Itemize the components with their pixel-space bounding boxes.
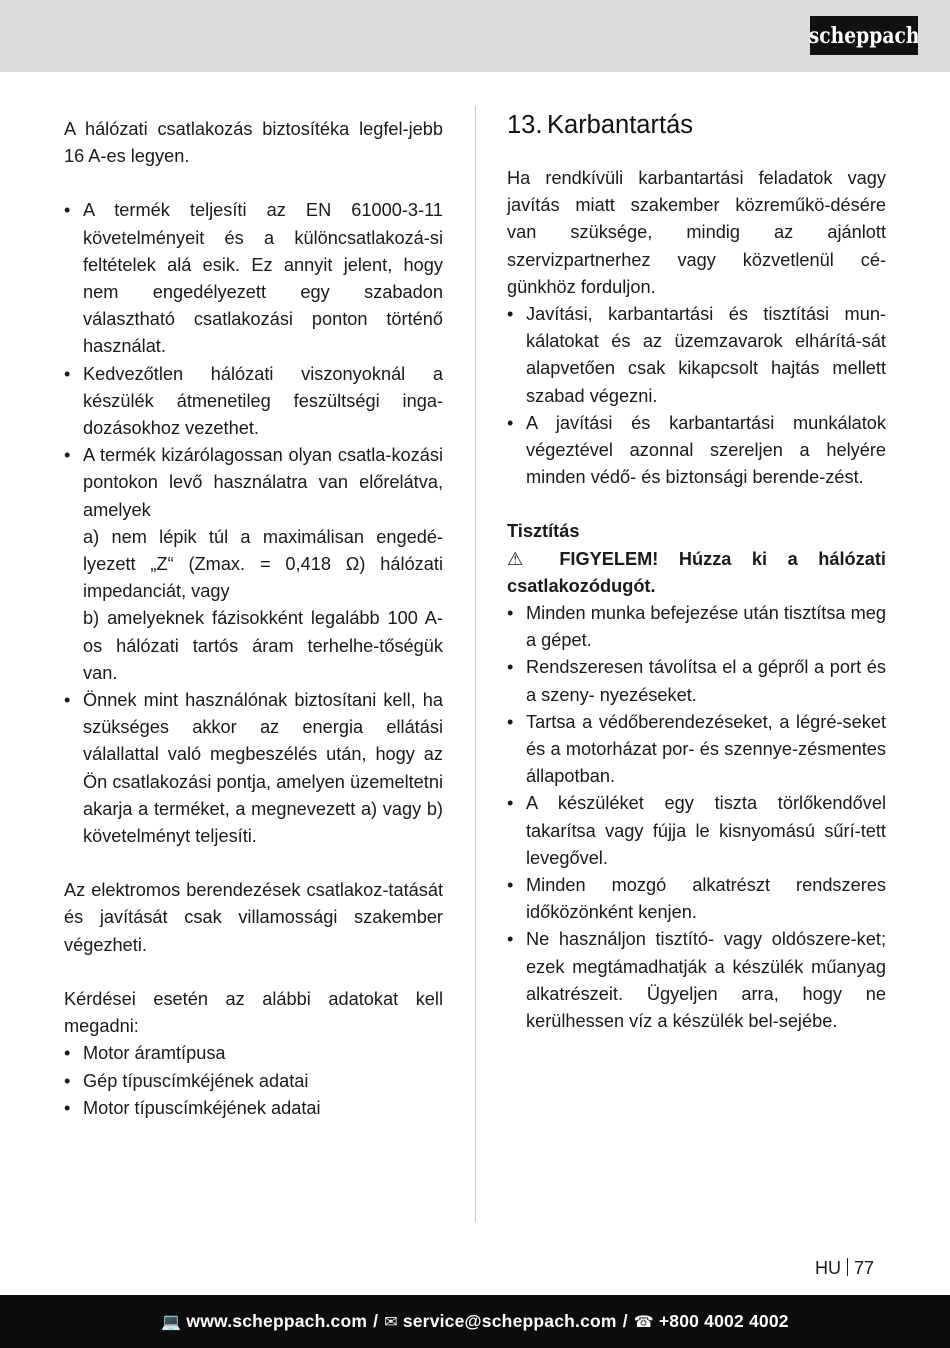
warning-text: FIGYELEM! Húzza ki a hálózati csatlakozódugót.	[507, 548, 886, 596]
section-number: 13.	[507, 111, 543, 139]
column-divider	[475, 106, 476, 1222]
list-item: • Minden mozgó alkatrészt rendszeres időközönként kenjen.	[507, 872, 886, 926]
data-list	[64, 1040, 443, 1122]
list-item: • Javítási, karbantartási és tisztítási mun-kálatokat és az üzemzavarok elhárítá-sát alapvetően csak kikapcsolt hajtás mellett szabad végezni.	[507, 301, 886, 410]
electrician-paragraph: Az elektromos berendezések csatlakoz-tatását és javítását csak villamossági szakember végezheti.	[64, 880, 443, 955]
list-item: • Motor áramtípusa	[64, 1040, 443, 1067]
questions-paragraph: Kérdései esetén az alábbi adatokat kell megadni:	[64, 988, 443, 1037]
warning-icon: ⚠	[507, 548, 539, 569]
cleaning-list	[507, 600, 886, 1035]
list-item: • Önnek mint használónak biztosítani kell, ha szükséges akkor az energia ellátási válallattal való megbeszélés után, hogy az Ön csatlakozási pontja, amelyen üzemeltetni akarja a terméket, a megnevezett a) vagy b) követelményt teljesíti.	[64, 687, 443, 850]
list-item: • Kedvezőtlen hálózati viszonyoknál a készülék átmenetileg feszültségi inga-dozásokhoz vezethet.	[64, 361, 443, 443]
maintenance-intro: Ha rendkívüli karbantartási feladatok vagy javítás miatt szakember közreműkö-désére van szüksége, mindig az ajánlott szervizpartnerhez vagy közvetlenül cé-günkhöz forduljon.	[507, 168, 886, 297]
page-number-value: 77	[854, 1258, 875, 1278]
website-link[interactable]: www.scheppach.com	[186, 1311, 368, 1331]
footer-bar	[0, 1295, 950, 1348]
section-title	[507, 110, 886, 140]
language-code: HU	[815, 1258, 841, 1278]
phone-icon: ☎	[633, 1313, 654, 1331]
list-item: • Gép típuscímkéjének adatai	[64, 1068, 443, 1095]
page-separator	[847, 1258, 848, 1276]
list-item: • A termék teljesíti az EN 61000-3-11 követelményeit és a különcsatlakozá-si feltételek alá esik. Ez annyit jelent, hogy nem engedélyezett egy szabadon választható csatlakozási ponton történő használat.	[64, 197, 443, 360]
footer-separator: /	[622, 1311, 628, 1331]
left-column	[64, 116, 443, 1122]
requirements-list	[64, 197, 443, 850]
list-item: • Minden munka befejezése után tisztítsa meg a gépet.	[507, 600, 886, 654]
page-number	[815, 1256, 874, 1280]
email-link[interactable]: service@scheppach.com	[402, 1311, 617, 1331]
phone-number[interactable]: +800 4002 4002	[658, 1311, 789, 1331]
list-item-condition-b: b) amelyeknek fázisokként legalább 100 A-os hálózati tartós áram terhelhe-tőségük van.	[83, 608, 443, 683]
list-item: • A javítási és karbantartási munkálatok végeztével azonnal szereljen a helyére minden védő- és biztonsági berende-zést.	[507, 410, 886, 492]
list-item	[64, 442, 443, 687]
fuse-paragraph: A hálózati csatlakozás biztosítéka legfel-jebb 16 A-es legyen.	[64, 119, 443, 167]
cleaning-heading: Tisztítás	[507, 521, 580, 542]
list-item: • Motor típuscímkéjének adatai	[64, 1095, 443, 1122]
header-band	[0, 0, 950, 72]
laptop-icon: 💻	[161, 1313, 182, 1331]
list-item-condition-a: a) nem lépik túl a maximálisan engedé-lyezett „Z“ (Zmax. = 0,418 Ω) hálózati impedanciát, vagy	[83, 526, 443, 602]
scheppach-logo: scheppach	[810, 16, 918, 55]
list-item: • Rendszeresen távolítsa el a gépről a port és a szeny- nyezéseket.	[507, 654, 886, 708]
list-item: • A készüléket egy tiszta törlőkendővel takarítsa vagy fújja le kisnyomású sűrí-tett levegővel.	[507, 790, 886, 872]
right-column	[507, 111, 886, 1035]
warning-notice	[507, 546, 886, 600]
list-item: • Ne használjon tisztító- vagy oldószere-ket; ezek megtámadhatják a készülék műanyag alkatrészeit. Ügyeljen arra, hogy ne kerülhessen víz a készülék bel-sejébe.	[507, 926, 886, 1035]
envelope-icon: ✉	[384, 1313, 398, 1331]
list-item: • Tartsa a védőberendezéseket, a légré-seket és a motorházat por- és szennye-zésmentes állapotban.	[507, 709, 886, 791]
section-title-text: Karbantartás	[547, 111, 694, 139]
list-item-text: • A termék kizárólagossan olyan csatla-kozási pontokon levő használatra van előrelátva, amelyek	[83, 445, 443, 520]
maintenance-list	[507, 301, 886, 491]
footer-separator: /	[373, 1311, 379, 1331]
